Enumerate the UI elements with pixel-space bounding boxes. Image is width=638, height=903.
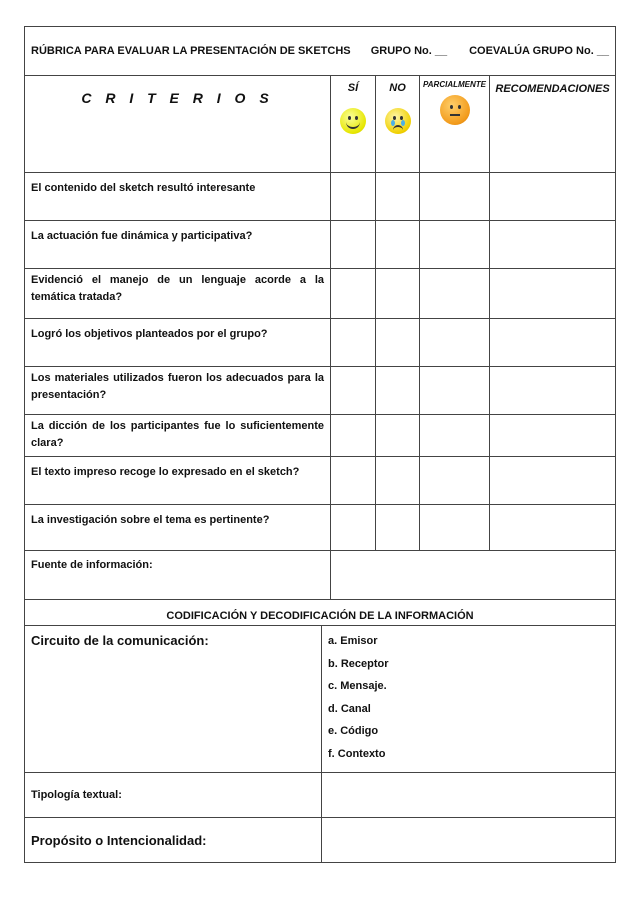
list-item: f. Contexto xyxy=(328,747,386,760)
criterion-row xyxy=(25,221,616,269)
list-item: e. Código xyxy=(328,725,379,737)
coevalua-field: COEVALÚA GRUPO No. __ xyxy=(469,45,610,57)
si-cell[interactable] xyxy=(331,505,376,551)
recomendaciones-cell[interactable] xyxy=(490,415,616,457)
parcialmente-cell[interactable] xyxy=(420,505,490,551)
parcialmente-header xyxy=(420,76,490,173)
parcialmente-label: PARCIALMENTE xyxy=(423,80,486,89)
proposito-label: Propósito o Intencionalidad: xyxy=(25,818,322,863)
no-cell[interactable] xyxy=(376,505,420,551)
no-cell[interactable] xyxy=(376,269,420,319)
column-header-row xyxy=(25,76,616,173)
rubric-table xyxy=(24,26,616,626)
parcialmente-cell[interactable] xyxy=(420,173,490,221)
comunicacion-table xyxy=(24,626,616,863)
parcialmente-cell[interactable] xyxy=(420,319,490,367)
tipologia-value-cell[interactable] xyxy=(322,773,616,818)
list-item: c. Mensaje. xyxy=(328,680,387,692)
recomendaciones-cell[interactable] xyxy=(490,173,616,221)
no-cell[interactable] xyxy=(376,173,420,221)
si-cell[interactable] xyxy=(331,415,376,457)
criterion-row xyxy=(25,173,616,221)
criterion-text: La investigación sobre el tema es pertinente? xyxy=(25,505,331,551)
parcialmente-cell[interactable] xyxy=(420,457,490,505)
codificacion-heading: CODIFICACIÓN Y DECODIFICACIÓN DE LA INFORMACIÓN xyxy=(25,600,616,626)
circuito-list xyxy=(322,626,615,769)
si-cell[interactable] xyxy=(331,319,376,367)
list-item: a. Emisor xyxy=(328,635,378,647)
criterion-row xyxy=(25,269,616,319)
criterion-row xyxy=(25,367,616,415)
parcialmente-cell[interactable] xyxy=(420,415,490,457)
recomendaciones-header: RECOMENDACIONES xyxy=(490,76,616,173)
recomendaciones-cell[interactable] xyxy=(490,505,616,551)
parcialmente-cell[interactable] xyxy=(420,269,490,319)
si-cell[interactable] xyxy=(331,269,376,319)
no-cell[interactable] xyxy=(376,367,420,415)
list-item: b. Receptor xyxy=(328,657,389,670)
happy-face-icon xyxy=(340,108,366,134)
grupo-field: GRUPO No. __ xyxy=(370,45,448,57)
fuente-label: Fuente de información: xyxy=(25,551,331,600)
fuente-row xyxy=(25,551,616,600)
recomendaciones-cell[interactable] xyxy=(490,367,616,415)
recomendaciones-cell[interactable] xyxy=(490,221,616,269)
title-row xyxy=(25,27,616,76)
parcialmente-cell[interactable] xyxy=(420,221,490,269)
criterion-text: Los materiales utilizados fueron los adecuados para la presentación? xyxy=(25,367,331,415)
recomendaciones-cell[interactable] xyxy=(490,457,616,505)
si-header xyxy=(331,76,376,173)
si-cell[interactable] xyxy=(331,367,376,415)
criterion-row xyxy=(25,505,616,551)
criterion-row xyxy=(25,415,616,457)
criterion-text: Logró los objetivos planteados por el grupo? xyxy=(25,319,331,367)
rubric-document xyxy=(24,26,615,863)
criterion-text: La dicción de los participantes fue lo suficientemente clara? xyxy=(25,415,331,457)
no-cell[interactable] xyxy=(376,457,420,505)
criterion-text: Evidenció el manejo de un lenguaje acorde a la temática tratada? xyxy=(25,269,331,319)
no-label: NO xyxy=(389,82,406,94)
crying-face-icon xyxy=(385,108,411,134)
circuito-row xyxy=(25,626,616,773)
no-cell[interactable] xyxy=(376,415,420,457)
tipologia-label: Tipología textual: xyxy=(25,773,322,818)
criterios-header: C R I T E R I O S xyxy=(25,76,331,173)
recomendaciones-cell[interactable] xyxy=(490,319,616,367)
parcialmente-cell[interactable] xyxy=(420,367,490,415)
si-label: SÍ xyxy=(347,82,359,94)
no-header xyxy=(376,76,420,173)
si-cell[interactable] xyxy=(331,173,376,221)
criterion-row xyxy=(25,319,616,367)
circuito-label: Circuito de la comunicación: xyxy=(25,626,322,773)
criterion-text: El contenido del sketch resultó interesante xyxy=(25,173,331,221)
fuente-value-cell[interactable] xyxy=(331,551,616,600)
rubric-title: RÚBRICA PARA EVALUAR LA PRESENTACIÓN DE SKETCHS xyxy=(31,45,351,57)
circuito-items-cell xyxy=(322,626,616,773)
tipologia-row xyxy=(25,773,616,818)
criterion-row xyxy=(25,457,616,505)
si-cell[interactable] xyxy=(331,457,376,505)
recomendaciones-cell[interactable] xyxy=(490,269,616,319)
no-cell[interactable] xyxy=(376,319,420,367)
codificacion-row xyxy=(25,600,616,626)
no-cell[interactable] xyxy=(376,221,420,269)
criterion-text: El texto impreso recoge lo expresado en el sketch? xyxy=(25,457,331,505)
si-cell[interactable] xyxy=(331,221,376,269)
proposito-value-cell[interactable] xyxy=(322,818,616,863)
proposito-row xyxy=(25,818,616,863)
criterion-text: La actuación fue dinámica y participativa? xyxy=(25,221,331,269)
list-item: d. Canal xyxy=(328,702,371,715)
neutral-face-icon xyxy=(440,95,470,125)
